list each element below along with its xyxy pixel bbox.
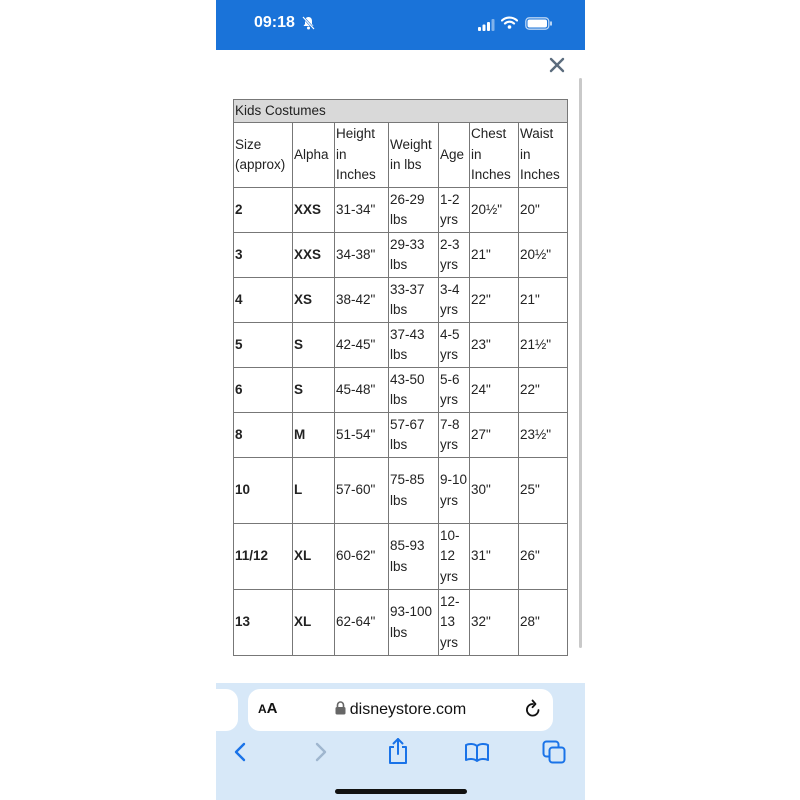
cell-alpha: XL — [293, 590, 335, 656]
header-waist: Waist in Inches — [519, 123, 568, 188]
table-header-row — [234, 123, 568, 188]
cell-chest: 21" — [470, 233, 519, 278]
header-chest: Chest in Inches — [470, 123, 519, 188]
cell-age: 9-10 yrs — [439, 458, 470, 524]
cell-weight: 57-67 lbs — [389, 413, 439, 458]
cell-size: 5 — [234, 323, 293, 368]
cell-size: 6 — [234, 368, 293, 413]
cell-alpha: XL — [293, 524, 335, 590]
cell-weight: 29-33 lbs — [389, 233, 439, 278]
cell-weight: 85-93 lbs — [389, 524, 439, 590]
previous-tab-peek[interactable] — [216, 689, 238, 731]
url-display[interactable] — [248, 701, 553, 720]
cell-chest: 30" — [470, 458, 519, 524]
cell-weight: 26-29 lbs — [389, 188, 439, 233]
header-weight: Weight in lbs — [389, 123, 439, 188]
cell-size: 11/12 — [234, 524, 293, 590]
cell-chest: 32" — [470, 590, 519, 656]
battery-icon — [525, 17, 553, 35]
bookmarks-icon[interactable] — [464, 742, 490, 767]
table-caption-row — [234, 100, 568, 123]
cell-size: 10 — [234, 458, 293, 524]
url-text: disneystore.com — [349, 701, 467, 718]
cell-height: 31-34" — [335, 188, 389, 233]
cell-age: 10-12 yrs — [439, 524, 470, 590]
cell-waist: 26" — [519, 524, 568, 590]
cell-waist: 22" — [519, 368, 568, 413]
cell-chest: 20½" — [470, 188, 519, 233]
cell-alpha: S — [293, 323, 335, 368]
cell-age: 7-8 yrs — [439, 413, 470, 458]
cell-size: 8 — [234, 413, 293, 458]
size-chart-table — [233, 99, 568, 656]
cell-height: 51-54" — [335, 413, 389, 458]
aa-small-letter: A — [258, 702, 267, 716]
cell-weight: 75-85 lbs — [389, 458, 439, 524]
cell-alpha: S — [293, 368, 335, 413]
cell-age: 5-6 yrs — [439, 368, 470, 413]
cell-chest: 23" — [470, 323, 519, 368]
cell-alpha: XXS — [293, 188, 335, 233]
cell-weight: 33-37 lbs — [389, 278, 439, 323]
table-row — [234, 233, 568, 278]
cell-size: 3 — [234, 233, 293, 278]
mute-bell-icon — [302, 16, 315, 35]
cell-chest: 31" — [470, 524, 519, 590]
close-icon[interactable] — [549, 54, 565, 78]
cell-size: 13 — [234, 590, 293, 656]
cell-weight: 37-43 lbs — [389, 323, 439, 368]
cell-chest: 24" — [470, 368, 519, 413]
cell-waist: 21½" — [519, 323, 568, 368]
status-bar — [216, 0, 585, 50]
header-size: Size (approx) — [234, 123, 293, 188]
cell-weight: 43-50 lbs — [389, 368, 439, 413]
table-row — [234, 368, 568, 413]
phone-screen — [216, 0, 585, 800]
cell-age: 3-4 yrs — [439, 278, 470, 323]
cell-waist: 28" — [519, 590, 568, 656]
table-row — [234, 188, 568, 233]
table-row — [234, 278, 568, 323]
cell-chest: 22" — [470, 278, 519, 323]
lock-icon — [335, 701, 346, 720]
scrollbar[interactable] — [579, 78, 582, 648]
tabs-icon[interactable] — [542, 740, 566, 769]
reload-icon[interactable] — [524, 699, 542, 724]
cell-height: 62-64" — [335, 590, 389, 656]
signal-icon — [478, 18, 495, 36]
table-row — [234, 590, 568, 656]
cell-weight: 93-100 lbs — [389, 590, 439, 656]
cell-size: 4 — [234, 278, 293, 323]
cell-alpha: M — [293, 413, 335, 458]
home-indicator[interactable] — [335, 789, 467, 794]
browser-toolbar — [216, 683, 585, 800]
cell-alpha: XS — [293, 278, 335, 323]
address-bar[interactable] — [248, 689, 553, 731]
cell-size: 2 — [234, 188, 293, 233]
header-height: Height in Inches — [335, 123, 389, 188]
cell-chest: 27" — [470, 413, 519, 458]
cell-age: 12-13 yrs — [439, 590, 470, 656]
cell-waist: 25" — [519, 458, 568, 524]
cell-age: 4-5 yrs — [439, 323, 470, 368]
table-caption: Kids Costumes — [234, 100, 568, 123]
cell-age: 2-3 yrs — [439, 233, 470, 278]
cell-alpha: L — [293, 458, 335, 524]
cell-height: 57-60" — [335, 458, 389, 524]
table-row — [234, 524, 568, 590]
cell-waist: 20½" — [519, 233, 568, 278]
cell-waist: 20" — [519, 188, 568, 233]
cell-height: 42-45" — [335, 323, 389, 368]
header-age: Age — [439, 123, 470, 188]
cell-height: 45-48" — [335, 368, 389, 413]
wifi-icon — [501, 16, 518, 34]
cell-waist: 21" — [519, 278, 568, 323]
table-row — [234, 323, 568, 368]
table-row — [234, 458, 568, 524]
status-time: 09:18 — [254, 14, 295, 31]
back-icon[interactable] — [233, 741, 247, 768]
cell-alpha: XXS — [293, 233, 335, 278]
cell-height: 38-42" — [335, 278, 389, 323]
cell-age: 1-2 yrs — [439, 188, 470, 233]
header-alpha: Alpha — [293, 123, 335, 188]
table-row — [234, 413, 568, 458]
cell-waist: 23½" — [519, 413, 568, 458]
cell-height: 34-38" — [335, 233, 389, 278]
cell-height: 60-62" — [335, 524, 389, 590]
forward-icon[interactable] — [314, 741, 328, 768]
share-icon[interactable] — [387, 737, 409, 770]
aa-big-letter: A — [266, 700, 278, 717]
